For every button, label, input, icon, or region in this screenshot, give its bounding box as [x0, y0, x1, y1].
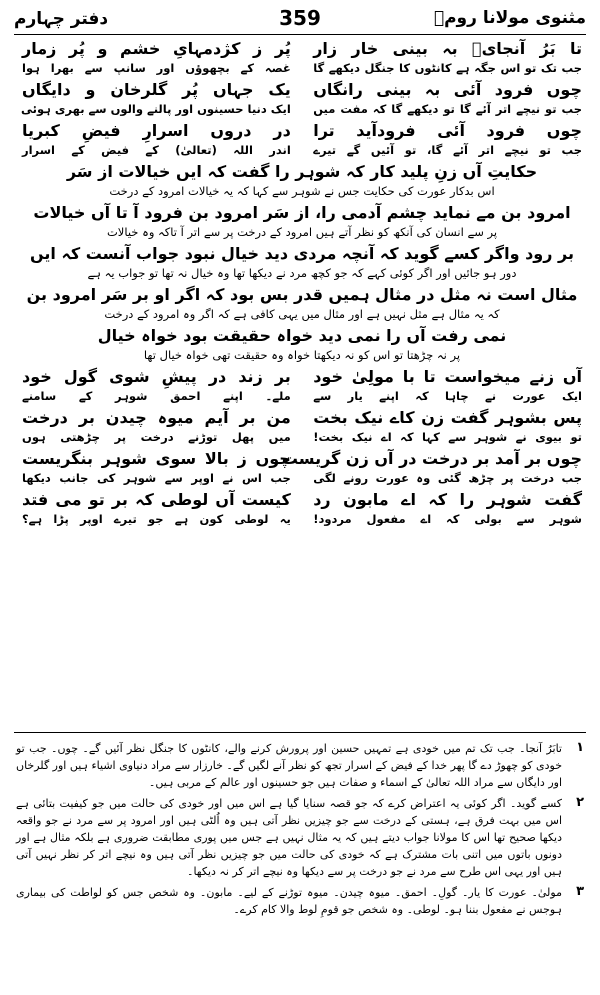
footnote-text: کسے گوید۔ اگر کوئی یہ اعتراض کرے کہ جو قصہ سنایا گیا ہے اس میں اور خودی کی حالت میں جو کیفیت بتائی ہے اس میں بہت فرق ہے، ہستی کے درخت سے جو چیزیں نظر آتی ہیں وہ اُلٹی ہیں اور امرود پر سے مرد نے جو واقعہ دیکھا صحیح تھا اس کا مولانا جواب دیتے ہیں کہ یہ مثال نہیں ہے جس میں پوری مطابقت ضروری ہے بلکہ مثال ہے اور دونوں باتوں میں اتنی بات مشترک ہے کہ خودی کی حالت میں جو چیزیں نظر آتی ہیں وہ نیچے اتر کر نظر نہیں آتی ہیں اور یہی اس طرح سے مرد نے جو درخت پر سے دیکھا وہ نیچے اتر کر نہ دیکھا۔ — [16, 797, 562, 878]
translation-left: غصہ کے بچھوؤں اور سانپ سے بھرا ہوا — [22, 61, 291, 75]
heading-translation-line: اس بدکار عورت کی حکایت جس نے شوہر سے کہا کہ یہ خیالات امرود کے درخت — [109, 184, 495, 198]
translation-line — [22, 470, 582, 489]
translation-right: شوہر سے بولی کہ اے مفعول مردود! — [313, 512, 582, 526]
verse-left-hemistich: بر زند در پیشِ شوی گول خود — [22, 367, 291, 386]
notes-rule — [14, 732, 586, 733]
heading-translation-line: پر سے انسان کی آنکھ کو نظر آتے ہیں امرود کے درخت پر سے اتر آ تاکہ وہ خیالات — [106, 225, 498, 239]
book-title: مثنوی مولانا رومؒ — [433, 8, 586, 28]
footnote — [16, 740, 584, 791]
footnotes — [16, 740, 584, 922]
heading-translation-line: دور ہو جائیں اور اگر کوئی کہے کہ جو کچھ مرد نے دیکھا تھا وہ خیال نہ تھا تو جواب یہ ہے — [87, 266, 517, 280]
translation-left: جب اس نے اوپر سے شوہر کی جانب دیکھا — [22, 471, 291, 485]
header-rule — [14, 34, 586, 35]
translation-right: جب تو نیچے اتر آئے گا تو دیکھے گا کہ مفت میں — [313, 102, 582, 116]
verse-right-hemistich: چوں فرود آئی فرودآید ترا — [313, 121, 582, 140]
verse-couplet — [22, 79, 582, 101]
footnote-number: ۱ — [576, 740, 584, 755]
verse-couplet — [22, 366, 582, 388]
story-heading-line: بر رود واگر کسے گوید کہ آنچہ مردی دید خیال نبود جواب آنست کہ ایں — [30, 244, 574, 263]
translation-line — [22, 429, 582, 448]
verse-left-hemistich: پُر ز کژدمہایِ خشم و پُر زمار — [22, 39, 291, 58]
translation-right: جب تک تو اس جگہ ہے کانٹوں کا جنگل دیکھے گا — [313, 61, 582, 75]
page-number: 359 — [279, 6, 321, 30]
story-heading-line: نمی رفت آں را نمی دید خواہ حقیقت بود خواہ خیال — [97, 326, 507, 345]
verse-left-hemistich: در دروں اسرارِ فیضِ کبریا — [22, 121, 291, 140]
volume-title: دفتر چہارم — [14, 9, 109, 29]
verse-left-hemistich: کیست آں لوطی کہ بر تو می فتد — [22, 490, 291, 509]
footnote-text: تابَرُ آنجا۔ جب تک تم میں خودی ہے تمہیں حسین اور پرورش کرنے والے، کانٹوں کا جنگل نظر آئیں گے۔ چوں۔ جب تو خودی کو چھوڑ دے گا پھر خدا کے فیض کے اسرار تجھ کو نظر آنے لگیں گے۔ خارزار سے مراد دنیاوی اشیاء ہیں اور گلرخاں اور دایگاں سے مراد اللہ تعالیٰ کے اسماء و صفات ہیں جو حسینوں اور عالم کے مربی ہیں۔ — [16, 742, 562, 789]
footnote — [16, 795, 584, 880]
translation-left: ملے۔ اپنے احمق شوہر کے سامنے — [22, 389, 291, 403]
page-header — [14, 6, 586, 32]
verse-right-hemistich: گفت شوہر را کہ اے مابون رد — [313, 490, 582, 509]
poem-body — [22, 38, 582, 530]
story-heading-line: حکایتِ آں زنِ پلید کار کہ شوہر را گفت کہ ایں خیالات از سَر — [66, 162, 538, 181]
translation-line — [22, 142, 582, 161]
footnote-number: ۲ — [576, 795, 584, 810]
heading-translation-line: پر نہ چڑھتا تو اس کو نہ دیکھتا خواہ وہ حقیقت تھی خواہ خیال تھا — [143, 348, 461, 362]
verse-left-hemistich: من بر آیم میوہ چیدن بر درخت — [22, 408, 291, 427]
translation-left: میں پھل توڑنے درخت پر چڑھتی ہوں — [22, 430, 291, 444]
verse-couplet — [22, 448, 582, 470]
verse-left-hemistich: چوں ز بالا سوی شوہر بنگریست — [22, 449, 291, 468]
verse-couplet — [22, 120, 582, 142]
verse-right-hemistich: چوں فرود آئی بہ بینی رانگاں — [313, 80, 582, 99]
translation-left: اندر اللہ (تعالیٰ) کے فیض کے اسرار — [22, 143, 291, 157]
translation-right: جب درخت پر چڑھ گئی وہ عورت رونے لگی — [313, 471, 582, 485]
footnote-text: مولیٰ۔ عورت کا یار۔ گولِ۔ احمق۔ میوہ چیدن۔ میوہ توڑنے کے لیے۔ مابون۔ وہ شخص جس کو لواطت کی بیماری ہوجس نے مفعول بننا ہو۔ لوطی۔ وہ شخص جو قومِ لوط والا کام کرے۔ — [16, 886, 562, 916]
translation-left: ایک دنیا حسینوں اور پالنے والوں سے بھری ہوئی — [21, 102, 291, 116]
translation-line — [22, 388, 582, 407]
story-heading-line: مثال است نہ مثل در مثال ہمیں قدر بس بود کہ اگر او بر سَر امرود بن — [26, 285, 578, 304]
translation-right: جب تو نیچے اتر آئے گا، تو آئیں گے تیرے — [313, 143, 582, 157]
footnote-number: ۳ — [576, 884, 584, 899]
translation-line — [22, 511, 582, 530]
heading-translation-line: کہ یہ مثال ہے مثل نہیں ہے اور مثال میں یہی کافی ہے کہ اگر وہ امرود کے درخت — [104, 307, 500, 321]
verse-couplet — [22, 38, 582, 60]
translation-right: تو بیوی نے شوہر سے کہا کہ اے نیک بخت! — [313, 430, 582, 444]
verse-right-hemistich: چوں بر آمد بر درخت در آں زن گریست — [281, 449, 582, 468]
translation-left: یہ لوطی کون ہے جو تیرے اوپر پڑا ہے؟ — [22, 512, 291, 526]
verse-couplet — [22, 489, 582, 511]
verse-right-hemistich: تا بَرُ آنجایؔ بہ بینی خار زار — [313, 39, 582, 58]
translation-line — [22, 60, 582, 79]
verse-couplet — [22, 407, 582, 429]
verse-right-hemistich: آں زنے میخواست تا با مولِیٰ خود — [313, 367, 582, 386]
translation-right: ایک عورت نے چاہا کہ اپنے یار سے — [313, 389, 582, 403]
footnote — [16, 884, 584, 918]
translation-line — [22, 101, 582, 120]
story-heading-line: امرود بن مے نماید چشم آدمی را، از سَر امرود بن فرود آ تا آں خیالات — [33, 203, 571, 222]
verse-right-hemistich: پس بشوہر گفت زن کاے نیک بخت — [313, 408, 582, 427]
verse-left-hemistich: یک جہاں پُر گلرخان و دایگاں — [22, 80, 291, 99]
